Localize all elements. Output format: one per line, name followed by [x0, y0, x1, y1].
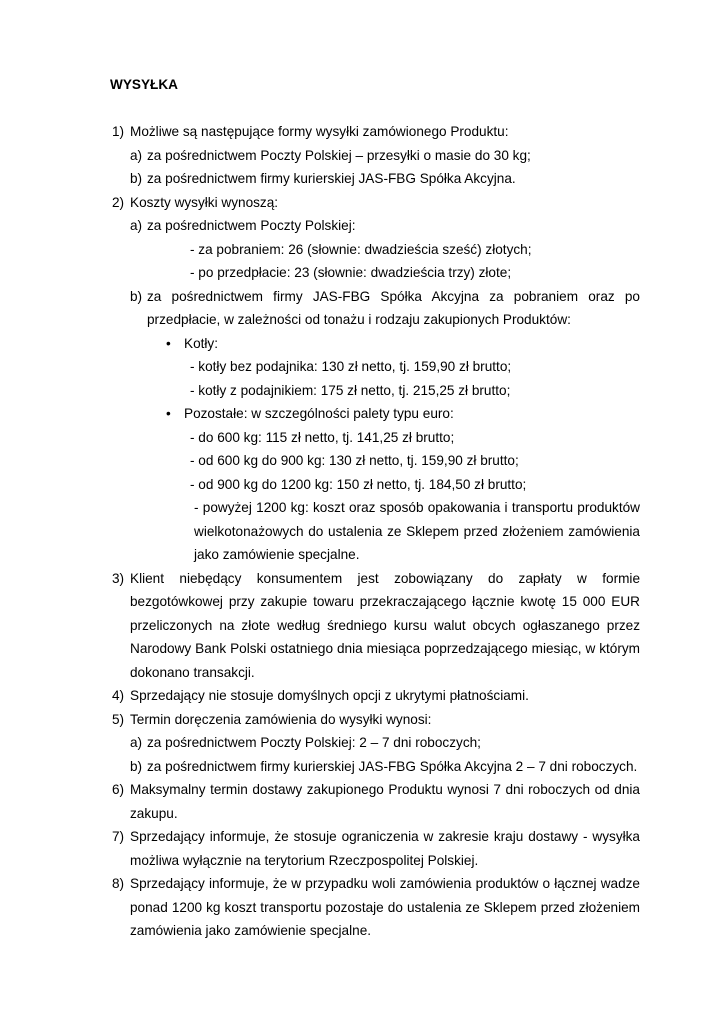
- sub-item-letter: a): [130, 218, 143, 233]
- document-body: [112, 120, 640, 943]
- item-text: Sprzedający informuje, że w przypadku woli zamówienia produktów o łącznej wadze ponad 1200 kg koszt transportu pozostaje do ustalenia ze Sklepem przed złożeniem zamówienia jako zamówienie specjalne.: [130, 876, 640, 938]
- item-number: 8): [112, 876, 125, 891]
- item-text: Sprzedający informuje, że stosuje ograniczenia w zakresie kraju dostawy - wysyłka możliwa wyłącznie na terytorium Rzeczpospolitej Polskiej.: [130, 829, 640, 868]
- sub-item-text: za pośrednictwem Poczty Polskiej – przesyłki o masie do 30 kg;: [147, 147, 531, 163]
- item-number: 3): [112, 570, 125, 586]
- price-line: - po przedpłacie: 23 (słownie: dwadzieścia trzy) złote;: [190, 265, 512, 280]
- sub-item-letter: b): [130, 288, 143, 304]
- list-item-5: [112, 708, 640, 779]
- list-item-7: [112, 825, 640, 872]
- sub-item-1b: [130, 167, 640, 191]
- item-text: Klient niebędący konsumentem jest zobowiązany do zapłaty w formie bezgotówkowej przy zakupie towaru przekraczającego łącznie kwotę 15 000 EUR przeliczonych na złote według średniego kursu walut obcych ogłaszanego przez Narodowy Bank Polski ostatniego dnia miesiąca poprzedzającego miesiąc, w którym dokonano transakcji.: [130, 570, 640, 680]
- sub-item-5a: [130, 731, 640, 755]
- item-text: Koszty wysyłki wynoszą:: [130, 194, 279, 210]
- sub-item-letter: a): [130, 735, 143, 750]
- list-item-2: [112, 191, 640, 567]
- price-line: - za pobraniem: 26 (słownie: dwadzieścia sześć) złotych;: [190, 241, 532, 257]
- sub-item-letter: b): [130, 171, 143, 186]
- price-line: - od 900 kg do 1200 kg: 150 zł netto, tj. 184,50 zł brutto;: [190, 476, 527, 492]
- item-text: Termin doręczenia zamówienia do wysyłki wynosi:: [130, 711, 432, 727]
- list-item-4: [112, 684, 640, 708]
- sub-item-text: za pośrednictwem firmy kurierskiej JAS-FBG Spółka Akcyjna.: [147, 171, 516, 186]
- item-number: 5): [112, 711, 125, 727]
- section-title: WYSYŁKA: [110, 77, 178, 92]
- price-line: - do 600 kg: 115 zł netto, tj. 141,25 zł brutto;: [190, 429, 455, 445]
- list-item-1: [112, 120, 640, 191]
- sub-item-text: za pośrednictwem firmy kurierskiej JAS-FBG Spółka Akcyjna 2 – 7 dni roboczych.: [147, 758, 638, 774]
- item-text: Maksymalny termin dostawy zakupionego Produktu wynosi 7 dni roboczych od dnia zakupu.: [130, 782, 640, 821]
- sub-item-5b: [130, 755, 640, 779]
- item-text: Sprzedający nie stosuje domyślnych opcji z ukrytymi płatnościami.: [130, 688, 529, 703]
- sub-item-1a: [130, 144, 640, 168]
- list-item-8: [112, 872, 640, 943]
- list-item-6: [112, 778, 640, 825]
- sub-item-text: za pośrednictwem firmy JAS-FBG Spółka Akcyjna za pobraniem oraz po przedpłacie, w zależności od tonażu i rodzaju zakupionych Produktów:: [147, 288, 640, 327]
- sub-item-text: za pośrednictwem Poczty Polskiej: 2 – 7 dni roboczych;: [147, 735, 481, 750]
- item-number: 6): [112, 782, 125, 797]
- item-number: 1): [112, 124, 125, 139]
- item-number: 2): [112, 194, 125, 210]
- item-number: 4): [112, 688, 125, 703]
- price-line: - od 600 kg do 900 kg: 130 zł netto, tj. 159,90 zł brutto;: [190, 453, 519, 468]
- bullet-label: Kotły:: [184, 335, 218, 351]
- bullet-other: [147, 402, 640, 426]
- list-item-3: [112, 567, 640, 685]
- bullet-label: Pozostałe: w szczególności palety typu euro:: [184, 406, 454, 421]
- price-line-heavy: - powyżej 1200 kg: koszt oraz sposób opakowania i transportu produktów wielkotonażowych do ustalenia ze Sklepem przed złożeniem zamówienia jako zamówienie specjalne.: [194, 500, 640, 562]
- bullet-dot-icon: •: [166, 406, 171, 421]
- bullet-dot-icon: •: [166, 335, 171, 351]
- sub-item-2a: [130, 214, 640, 285]
- price-line: - kotły z podajnikiem: 175 zł netto, tj. 215,25 zł brutto;: [190, 382, 511, 398]
- item-number: 7): [112, 829, 125, 844]
- sub-item-text: za pośrednictwem Poczty Polskiej:: [147, 218, 356, 233]
- sub-item-2b: [130, 285, 640, 567]
- item-text: Możliwe są następujące formy wysyłki zamówionego Produktu:: [130, 124, 509, 139]
- sub-item-letter: a): [130, 147, 143, 163]
- bullet-boilers: [147, 332, 640, 356]
- price-line: - kotły bez podajnika: 130 zł netto, tj. 159,90 zł brutto;: [190, 359, 512, 374]
- sub-item-letter: b): [130, 758, 143, 774]
